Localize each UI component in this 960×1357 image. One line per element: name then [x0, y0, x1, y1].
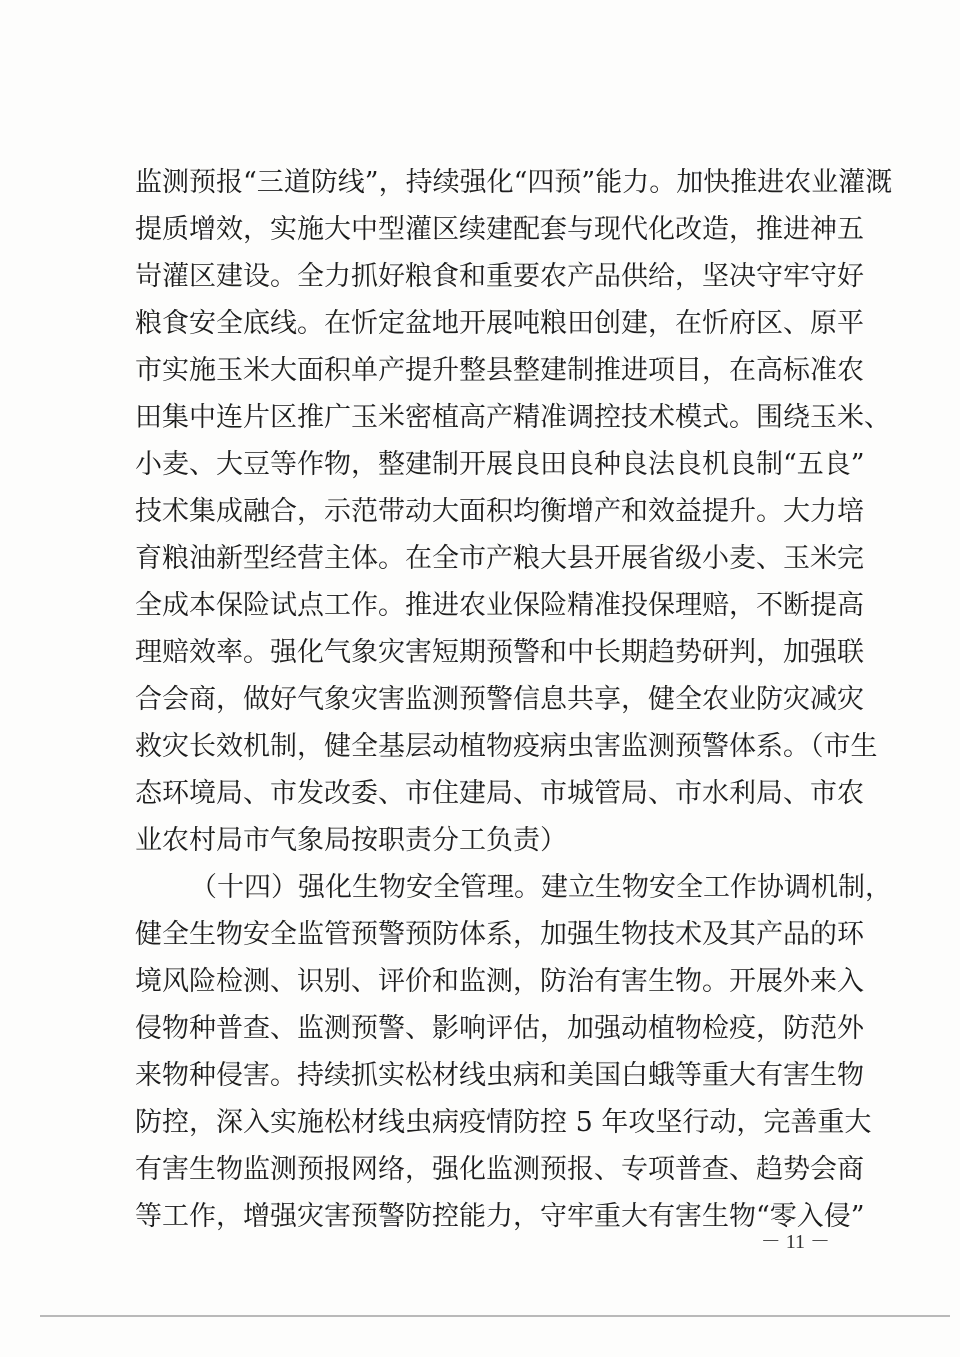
text-line-10: 全成本保险试点工作。推进农业保险精准投保理赔，不断提高	[135, 590, 864, 621]
page-number: － 11 －	[760, 1231, 830, 1253]
text-line-1: 监测预报“三道防线”，持续强化“四预”能力。加快推进农业灌溉	[135, 167, 893, 198]
text-line-9: 育粮油新型经营主体。在全市产粮大县开展省级小麦、玉米完	[135, 543, 864, 574]
text-line-19: 侵物种普查、监测预警、影响评估，加强动植物检疫，防范外	[135, 1013, 864, 1044]
text-line-8: 技术集成融合，示范带动大面积均衡增产和效益提升。大力培	[135, 496, 864, 527]
text-line-20: 来物种侵害。持续抓实松材线虫病和美国白蛾等重大有害生物	[135, 1060, 864, 1091]
text-line-2: 提质增效，实施大中型灌区续建配套与现代化改造，推进神五	[135, 214, 864, 245]
text-line-14: 态环境局、市发改委、市住建局、市城管局、市水利局、市农	[135, 778, 864, 809]
text-line-11: 理赔效率。强化气象灾害短期预警和中长期趋势研判，加强联	[135, 637, 864, 668]
text-line-22: 有害生物监测预报网络，强化监测预报、专项普查、趋势会商	[135, 1154, 864, 1185]
text-line-13: 救灾长效机制，健全基层动植物疫病虫害监测预警体系。（市生	[135, 731, 878, 762]
text-line-6: 田集中连片区推广玉米密植高产精准调控技术模式。围绕玉米、	[135, 402, 891, 433]
text-line-18: 境风险检测、识别、评价和监测，防治有害生物。开展外来入	[135, 966, 864, 997]
text-line-4: 粮食安全底线。在忻定盆地开展吨粮田创建，在忻府区、原平	[135, 308, 864, 339]
text-line-16: （十四）强化生物安全管理。建立生物安全工作协调机制，	[190, 872, 892, 903]
text-line-21: 防控，深入实施松材线虫病疫情防控 5 年攻坚行动，完善重大	[135, 1107, 872, 1138]
text-line-12: 合会商，做好气象灾害监测预警信息共享，健全农业防灾减灾	[135, 684, 864, 715]
text-line-17: 健全生物安全监管预警预防体系，加强生物技术及其产品的环	[135, 919, 864, 950]
text-line-23: 等工作，增强灾害预警防控能力，守牢重大有害生物“零入侵”	[135, 1201, 865, 1232]
text-line-3: 岢灌区建设。全力抓好粮食和重要农产品供给，坚决守牢守好	[135, 261, 864, 292]
text-line-5: 市实施玉米大面积单产提升整县整建制推进项目，在高标准农	[135, 355, 864, 386]
text-line-15: 业农村局市气象局按职责分工负责）	[135, 825, 567, 856]
text-line-7: 小麦、大豆等作物，整建制开展良田良种良法良机良制“五良”	[135, 449, 865, 480]
page-bottom-edge	[40, 1315, 950, 1317]
